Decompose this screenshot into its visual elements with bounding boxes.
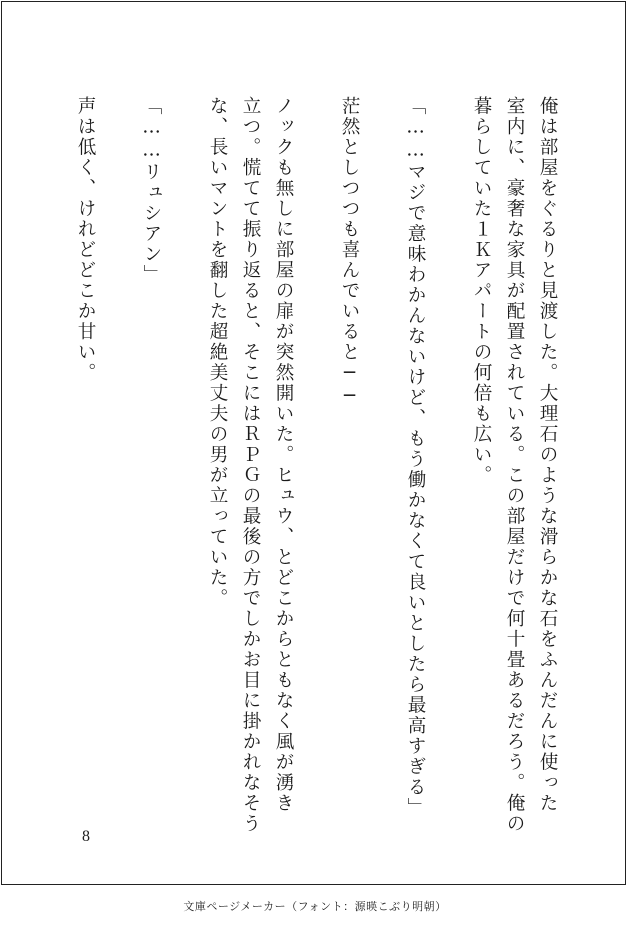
text-line-11: な、長いマントを翻した超絶美丈夫の男が立っていた。	[207, 96, 228, 609]
page-number: 8	[82, 828, 90, 845]
text-line-15: 声は低く、けれどどこか甘い。	[75, 96, 96, 383]
text-line-10: 立つ。慌てて振り返ると、そこにはＲＰＧの最後の方でしかお目に掛かれなそう	[240, 96, 261, 834]
footer-caption: 文庫ページメーカー（フォント：源暎こぶり明朝）	[183, 900, 447, 913]
text-line-7: 茫然としつつも喜んでいると──	[339, 96, 360, 409]
book-page	[1, 1, 626, 885]
text-line-3: 暮らしていた１Ｋアパートの何倍も広い。	[471, 96, 492, 486]
text-line-13: 「……リュシアン」	[141, 96, 162, 286]
text-line-2: 室内に、豪奢な家具が配置されている。この部屋だけで何十畳あるだろう。俺の	[504, 96, 525, 834]
text-line-5: 「……マジで意味わかんないけど、もう働かなくて良いとしたら最高すぎる」	[405, 96, 426, 819]
text-line-9: ノックも無しに部屋の扉が突然開いた。ヒュウ、とどこからともなく風が湧き	[273, 96, 294, 814]
text-line-1: 俺は部屋をぐるりと見渡した。大理石のような滑らかな石をふんだんに使った	[537, 96, 558, 814]
